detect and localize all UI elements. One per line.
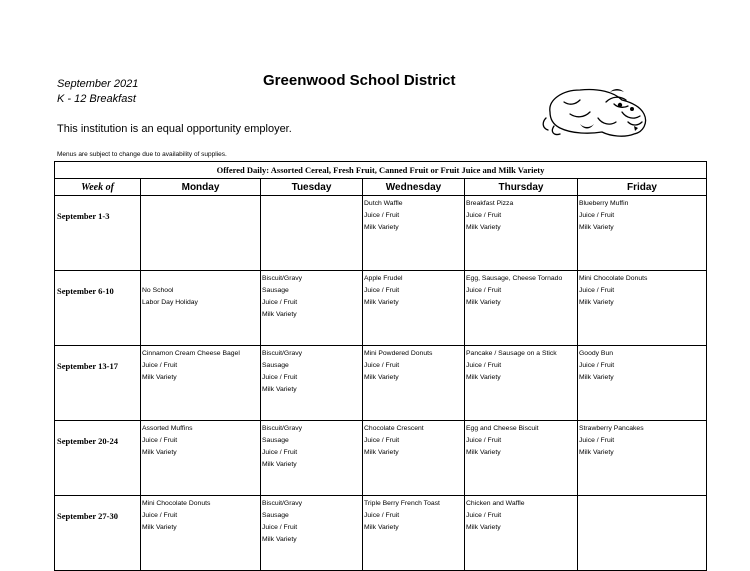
friday-menu-cell	[578, 496, 707, 571]
menu-item: Juice / Fruit	[466, 362, 502, 369]
friday-menu-cell	[578, 421, 707, 496]
menu-item: Juice / Fruit	[466, 437, 502, 444]
menu-item: Juice / Fruit	[142, 512, 178, 519]
friday-header: Friday	[578, 179, 707, 196]
menu-item: Goody Bun	[579, 350, 614, 357]
thursday-menu-cell	[465, 496, 578, 571]
menu-item: Milk Variety	[142, 374, 177, 381]
menu-item: Milk Variety	[364, 524, 399, 531]
menu-item: Triple Berry French Toast	[364, 500, 440, 507]
menu-item: Chicken and Waffle	[466, 500, 525, 507]
menu-item: Biscuit/Gravy	[262, 350, 303, 357]
offered-daily-row	[55, 162, 707, 179]
week-label: September 1-3	[55, 196, 141, 271]
menu-item: Milk Variety	[466, 299, 501, 306]
monday-menu-cell	[141, 271, 261, 346]
wednesday-menu-cell	[363, 271, 465, 346]
table-row	[55, 496, 707, 571]
menu-item: Sausage	[262, 362, 289, 369]
wednesday-menu-cell	[363, 196, 465, 271]
monday-menu-cell	[141, 346, 261, 421]
tuesday-menu-cell	[261, 271, 363, 346]
menu-item: Milk Variety	[579, 374, 614, 381]
menu-period	[57, 77, 138, 107]
tuesday-menu-cell	[261, 421, 363, 496]
menu-item: Juice / Fruit	[579, 287, 615, 294]
menu-item: Egg, Sausage, Cheese Tornado	[466, 275, 563, 282]
thursday-menu-cell	[465, 271, 578, 346]
week-label: September 20-24	[55, 421, 141, 496]
monday-menu-cell	[141, 421, 261, 496]
tuesday-menu-cell	[261, 496, 363, 571]
menu-item: Mini Chocolate Donuts	[579, 275, 648, 282]
menu-item: No School	[142, 287, 174, 294]
menu-item: Milk Variety	[142, 449, 177, 456]
menu-item: Juice / Fruit	[466, 287, 502, 294]
menu-item: Sausage	[262, 512, 289, 519]
menu-item: Juice / Fruit	[364, 512, 400, 519]
menu-item: Egg and Cheese Biscuit	[466, 425, 539, 432]
menu-item: Milk Variety	[364, 299, 399, 306]
menu-item: Milk Variety	[262, 386, 297, 393]
thursday-header: Thursday	[465, 179, 578, 196]
wednesday-menu-cell	[363, 346, 465, 421]
breakfast-menu-table	[54, 161, 707, 571]
table-row	[55, 196, 707, 271]
menu-item: Juice / Fruit	[466, 212, 502, 219]
menu-item: Dutch Waffle	[364, 200, 403, 207]
menu-item: Milk Variety	[364, 224, 399, 231]
menu-item: Apple Frudel	[364, 275, 403, 282]
table-row	[55, 271, 707, 346]
eeo-statement: This institution is an equal opportunity employer.	[57, 123, 292, 135]
table-row	[55, 346, 707, 421]
menu-item: Cinnamon Cream Cheese Bagel	[142, 350, 240, 357]
friday-menu-cell	[578, 346, 707, 421]
menu-item: Breakfast Pizza	[466, 200, 514, 207]
menu-item: Mini Chocolate Donuts	[142, 500, 211, 507]
menu-item: Milk Variety	[364, 374, 399, 381]
menu-item: Juice / Fruit	[579, 362, 615, 369]
menu-item: Sausage	[262, 437, 289, 444]
menu-item: Milk Variety	[262, 311, 297, 318]
menu-item: Labor Day Holiday	[142, 299, 198, 306]
week-label: September 27-30	[55, 496, 141, 571]
menu-item: Milk Variety	[466, 374, 501, 381]
menu-item	[141, 273, 260, 285]
menu-item: Juice / Fruit	[262, 374, 298, 381]
week-label: September 6-10	[55, 271, 141, 346]
friday-menu-cell	[578, 271, 707, 346]
menu-item: Juice / Fruit	[262, 299, 298, 306]
menu-item: Milk Variety	[579, 449, 614, 456]
thursday-menu-cell	[465, 346, 578, 421]
month-label: September 2021	[57, 78, 139, 90]
menu-item: Mini Powdered Donuts	[364, 350, 433, 357]
menu-item: Milk Variety	[364, 449, 399, 456]
offered-daily-text: Offered Daily: Assorted Cereal, Fresh Fruit, Canned Fruit or Fruit Juice and Milk Variety	[55, 162, 707, 179]
menu-item: Juice / Fruit	[579, 212, 615, 219]
friday-menu-cell	[578, 196, 707, 271]
wednesday-menu-cell	[363, 421, 465, 496]
menu-change-note: Menus are subject to change due to availability of supplies.	[57, 151, 227, 158]
menu-item: Assorted Muffins	[142, 425, 193, 432]
tuesday-header: Tuesday	[261, 179, 363, 196]
menu-item: Milk Variety	[466, 524, 501, 531]
menu-item: Juice / Fruit	[364, 287, 400, 294]
thursday-menu-cell	[465, 196, 578, 271]
menu-item: Juice / Fruit	[364, 362, 400, 369]
menu-item: Milk Variety	[466, 224, 501, 231]
wednesday-header: Wednesday	[363, 179, 465, 196]
tuesday-menu-cell	[261, 346, 363, 421]
menu-item: Juice / Fruit	[466, 512, 502, 519]
tuesday-menu-cell	[261, 196, 363, 271]
menu-item: Juice / Fruit	[364, 212, 400, 219]
menu-item: Biscuit/Gravy	[262, 425, 303, 432]
menu-item: Juice / Fruit	[262, 449, 298, 456]
menu-item: Milk Variety	[262, 536, 297, 543]
wednesday-menu-cell	[363, 496, 465, 571]
menu-item: Chocolate Crescent	[364, 425, 424, 432]
menu-item: Juice / Fruit	[142, 437, 178, 444]
menu-item: Milk Variety	[466, 449, 501, 456]
menu-item: Milk Variety	[579, 224, 614, 231]
menu-item: Pancake / Sausage on a Stick	[466, 350, 557, 357]
table-row	[55, 421, 707, 496]
menu-item: Milk Variety	[262, 461, 297, 468]
menu-item: Sausage	[262, 287, 289, 294]
monday-header: Monday	[141, 179, 261, 196]
menu-item: Juice / Fruit	[579, 437, 615, 444]
menu-item: Blueberry Muffin	[579, 200, 629, 207]
menu-item: Milk Variety	[579, 299, 614, 306]
menu-item: Biscuit/Gravy	[262, 500, 303, 507]
monday-menu-cell	[141, 496, 261, 571]
week-of-header: Week of	[55, 179, 141, 196]
menu-item: Biscuit/Gravy	[262, 275, 303, 282]
bulldog-mascot-icon	[540, 78, 652, 140]
meal-label: K - 12 Breakfast	[57, 93, 136, 105]
week-rows	[55, 196, 707, 571]
menu-item: Milk Variety	[142, 524, 177, 531]
menu-item: Juice / Fruit	[142, 362, 178, 369]
menu-item: Juice / Fruit	[262, 524, 298, 531]
monday-menu-cell	[141, 196, 261, 271]
table-header-row	[55, 179, 707, 196]
page-title: Greenwood School District	[263, 72, 456, 89]
menu-item: Strawberry Pancakes	[579, 425, 644, 432]
thursday-menu-cell	[465, 421, 578, 496]
week-label: September 13-17	[55, 346, 141, 421]
menu-item: Juice / Fruit	[364, 437, 400, 444]
